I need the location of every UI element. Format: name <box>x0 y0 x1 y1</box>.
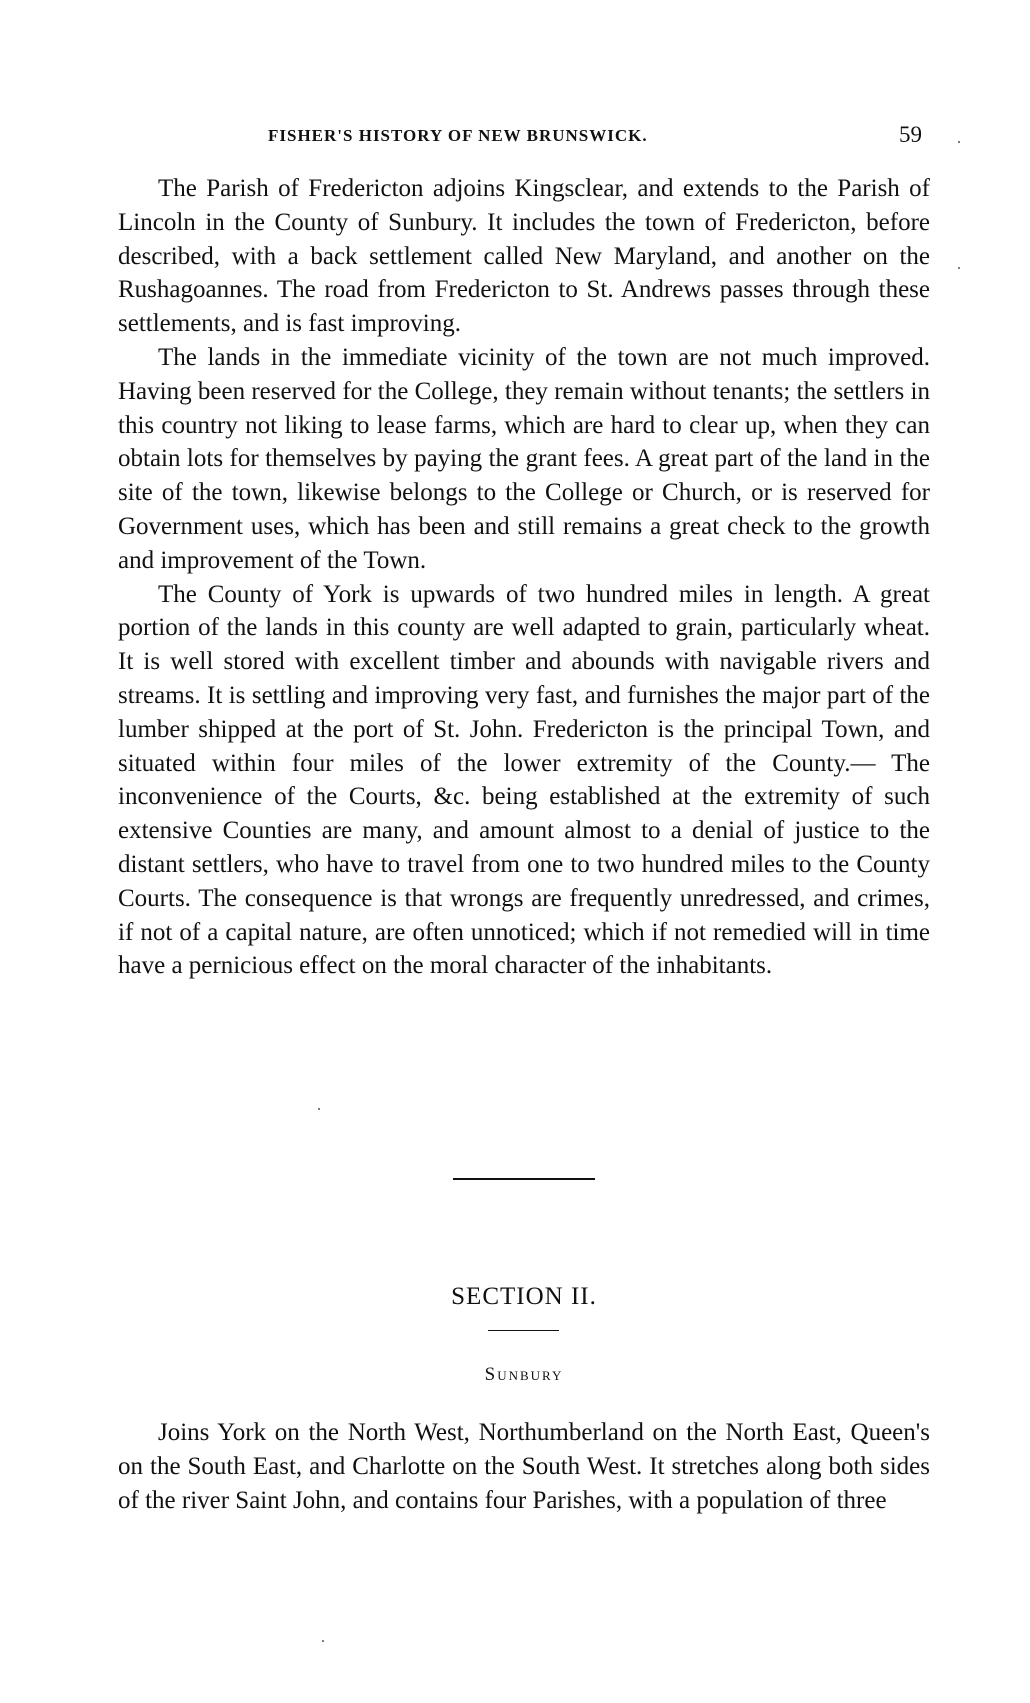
section-body-text <box>118 1416 930 1517</box>
section-subheading: Sunbury <box>484 1364 564 1385</box>
print-speck <box>318 1108 320 1110</box>
running-title: FISHER'S HISTORY OF NEW BRUNSWICK. <box>268 126 648 145</box>
section-divider-rule <box>453 1178 595 1180</box>
heading-underline-rule <box>488 1330 559 1331</box>
print-speck <box>958 267 960 269</box>
paragraph-lands-near-town: The lands in the immediate vicinity of the town are not much improved. Having been reserved for the College, they remain without tenants; the settlers in this country not liking to lease farms, which are hard to clear up, when they can obtain lots for themselves by paying the grant fees. A great part of the land in the site of the town, likewise belongs to the College or Church, or is reserved for Government uses, which has been and still remains a great check to the growth and improvement of the Town. <box>118 343 930 574</box>
print-speck <box>322 1640 324 1642</box>
body-text <box>118 172 930 983</box>
section-heading: SECTION II. <box>451 1283 597 1310</box>
paragraph-sunbury: Joins York on the North West, Northumberland on the North East, Queen's on the South East, and Charlotte on the South West. It stretches along both sides of the river Saint John, and contains four Parishes, with a population of three <box>118 1419 930 1514</box>
running-head <box>118 122 930 152</box>
page-number: 59 <box>899 122 922 147</box>
print-speck <box>958 141 960 143</box>
paragraph-county-of-york: The County of York is upwards of two hundred miles in length. A great portion of the lands in this county are well adapted to grain, particularly wheat. It is well stored with excellent timber and abounds with navigable rivers and streams. It is settling and improving very fast, and furnishes the major part of the lumber shipped at the port of St. John. Fredericton is the principal Town, and situated within four miles of the lower extremity of the County.— The inconvenience of the Courts, &c. being established at the extremity of such extensive Counties are many, and amount almost to a denial of justice to the distant settlers, who have to travel from one to two hundred miles to the County Courts. The consequence is that wrongs are frequently unredressed, and crimes, if not of a capital nature, are often unnoticed; which if not remedied will in time have a pernicious effect on the moral character of the inhabitants. <box>118 580 930 980</box>
paragraph-parish-of-fredericton: The Parish of Fredericton adjoins Kingsclear, and extends to the Parish of Lincoln in the County of Sunbury. It includes the town of Fredericton, before described, with a back settlement called New Maryland, and another on the Rushagoannes. The road from Fredericton to St. Andrews passes through these settlements, and is fast improving. <box>118 175 930 338</box>
